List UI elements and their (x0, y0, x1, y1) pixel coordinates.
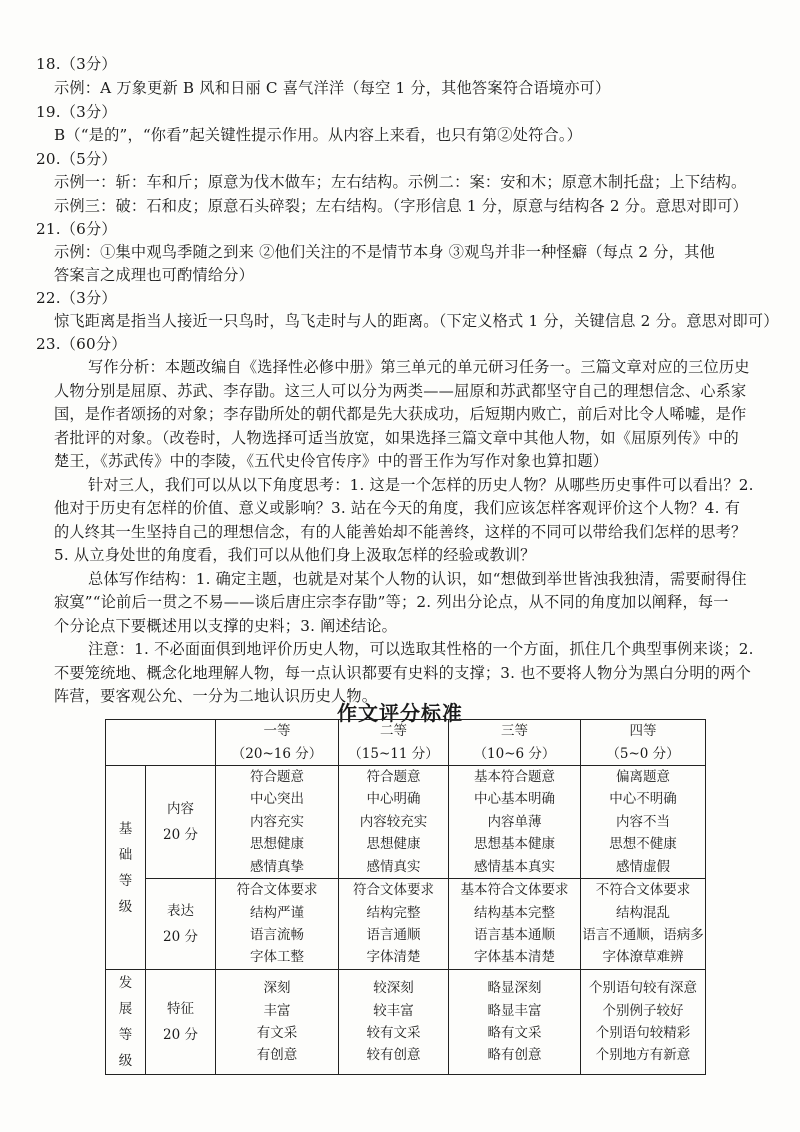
q21-header: 21.（6分） (36, 220, 117, 238)
expression-grade-1: 符合文体要求 结构严谨 语言流畅 字体工整 (216, 879, 339, 970)
q19-header: 19.（3分） (36, 103, 117, 121)
thinking-line-4: 5. 从立身处世的角度看，我们可以从他们身上汲取怎样的经验或教训？ (54, 546, 536, 564)
feature-grade-2: 较深刻 较丰富 较有文采 较有创意 (339, 970, 449, 1075)
grade-4-header: 四等 （5~0 分） (581, 720, 706, 766)
content-grade-1: 符合题意 中心突出 内容充实 思想健康 感情真挚 (216, 766, 339, 879)
basic-expression-row (106, 879, 706, 970)
basic-level-label: 基 础 等 级 (106, 766, 146, 970)
writing-analysis-line-5: 楚王，《苏武传》中的李陵，《五代史伶官传序》中的晋王作为写作对象也算扣题） (54, 452, 609, 470)
writing-analysis-line-4: 者批评的对象。（改卷时，人物选择可适当放宽，如果选择三篇文章中其他人物，如《屈原列传》中的 (54, 429, 739, 447)
structure-line-1: 总体写作结构：1. 确定主题，也就是对某个人物的认识，如“想做到举世皆浊我独清，需要耐得住 (88, 570, 747, 588)
writing-analysis-line-2: 人物分别是屈原、苏武、李存勖。这三人可以分为两类——屈原和苏武都坚守自己的理想信念、心系家 (54, 382, 747, 400)
development-feature-row (106, 970, 706, 1075)
q20-answer-line-2: 示例三：破：石和皮；原意石头碎裂；左右结构。（字形信息 1 分，原意与结构各 2 分。意思对即可） (54, 197, 748, 215)
structure-line-3: 个分论点下要概述用以支撑的史料；3. 阐述结论。 (54, 617, 398, 635)
expression-category: 表达 20 分 (146, 879, 216, 970)
content-grade-2: 符合题意 中心明确 内容较充实 思想健康 感情真实 (339, 766, 449, 879)
expression-grade-2: 符合文体要求 结构完整 语言通顺 字体清楚 (339, 879, 449, 970)
expression-grade-3: 基本符合文体要求 结构基本完整 语言基本通顺 字体基本清楚 (449, 879, 581, 970)
q18-header: 18.（3分） (36, 55, 117, 73)
content-grade-4: 偏离题意 中心不明确 内容不当 思想不健康 感情虚假 (581, 766, 706, 879)
q21-answer-line-1: 示例：①集中观鸟季随之到来 ②他们关注的不是情节本身 ③观鸟并非一种怪癖（每点 2 分，其他 (54, 243, 715, 261)
q21-answer-line-2: 答案言之成理也可酌情给分） (54, 266, 255, 284)
grade-3-header: 三等 （10~6 分） (449, 720, 581, 766)
development-level-label: 发 展 等 级 (106, 970, 146, 1075)
q19-answer: B（“是的”，“你看”起关键性提示作用。从内容上来看，也只有第②处符合。） (54, 126, 583, 144)
grade-2-header: 二等 （15~11 分） (339, 720, 449, 766)
notes-line-2: 不要笼统地、概念化地理解人物，每一点认识都要有史料的支撑；3. 也不要将人物分为黑白分明的两个 (54, 664, 751, 682)
thinking-line-3: 的人终其一生坚持自己的理想信念，有的人能善始却不能善终，这样的不同可以带给我们怎样的思考？ (54, 523, 747, 541)
content-grade-3: 基本符合题意 中心基本明确 内容单薄 思想基本健康 感情基本真实 (449, 766, 581, 879)
feature-grade-1: 深刻 丰富 有文采 有创意 (216, 970, 339, 1075)
feature-category: 特征 20 分 (146, 970, 216, 1075)
grade-header-row (106, 720, 706, 766)
notes-line-3: 阵营，要客观公允、一分为二地认识历史人物。 (54, 687, 378, 705)
q22-header: 22.（3分） (36, 289, 117, 307)
q20-header: 20.（5分） (36, 150, 117, 168)
writing-analysis-line-3: 国，是作者颂扬的对象；李存勖所处的朝代都是先大获成功，后短期内败亡，前后对比令人唏嘘，是作 (54, 405, 747, 423)
q22-answer: 惊飞距离是指当人接近一只鸟时，鸟飞走时与人的距离。（下定义格式 1 分，关键信息 2 分。意思对即可） (54, 312, 779, 330)
q23-header: 23.（60分） (36, 335, 127, 353)
q20-answer-line-1: 示例一：斩：车和斤；原意为伐木做车；左右结构。示例二：案：安和木；原意木制托盘；上下结构。 (54, 173, 747, 191)
q18-answer: 示例：A 万象更新 B 风和日丽 C 喜气洋洋（每空 1 分，其他答案符合语境亦可） (54, 79, 611, 97)
structure-line-2: 寂寞”“论前后一贯之不易——谈后唐庄宗李存勖”等；2. 列出分论点，从不同的角度加以阐释，每一 (54, 593, 729, 611)
feature-grade-4: 个别语句较有深意 个别例子较好 个别语句较精彩 个别地方有新意 (581, 970, 706, 1075)
notes-line-1: 注意：1. 不必面面俱到地评价历史人物，可以选取其性格的一个方面，抓住几个典型事例来谈；2. (88, 640, 754, 658)
header-blank (106, 720, 216, 766)
expression-grade-4: 不符合文体要求 结构混乱 语言不通顺，语病多 字体潦草难辨 (581, 879, 706, 970)
grading-table (105, 719, 706, 1075)
thinking-line-1: 针对三人，我们可以从以下角度思考：1. 这是一个怎样的历史人物？从哪些历史事件可以看出？2. (88, 476, 754, 494)
content-category: 内容 20 分 (146, 766, 216, 879)
grade-1-header: 一等 （20~16 分） (216, 720, 339, 766)
writing-analysis-line-1: 写作分析：本题改编自《选择性必修中册》第三单元的单元研习任务一。三篇文章对应的三位历史 (88, 358, 750, 376)
feature-grade-3: 略显深刻 略显丰富 略有文采 略有创意 (449, 970, 581, 1075)
basic-content-row (106, 766, 706, 879)
grading-table-title: 作文评分标准 (337, 701, 463, 725)
thinking-line-2: 他对于历史有怎样的价值、意义或影响？3. 站在今天的角度，我们应该怎样客观评价这个人物？4. 有 (54, 499, 741, 517)
